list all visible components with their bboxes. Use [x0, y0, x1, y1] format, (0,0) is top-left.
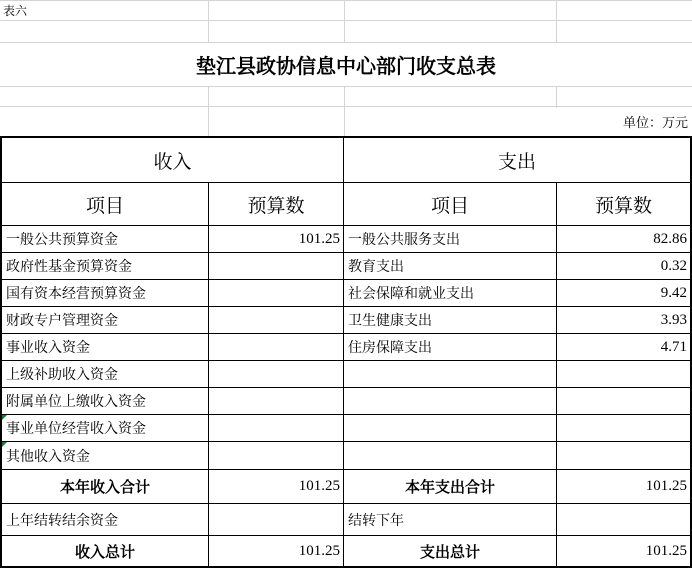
- page-title: 垫江县政协信息中心部门收支总表: [196, 54, 496, 78]
- expense-item-cell: 卫生健康支出: [348, 313, 432, 329]
- income-value-cell: [209, 442, 343, 469]
- expense-item-cell: [344, 415, 556, 441]
- gridline: [208, 0, 209, 43]
- income-item-cell: 附属单位上缴收入资金: [6, 394, 146, 410]
- gridline: [0, 86, 692, 87]
- expense-item-column-header: 项目: [430, 194, 469, 217]
- income-carryover-label: 上年结转结余资金: [6, 512, 118, 529]
- income-item-cell: 其他收入资金: [6, 448, 90, 465]
- gridline: [344, 0, 345, 43]
- income-value-cell: [209, 388, 343, 414]
- income-value-cell: [209, 307, 343, 333]
- expense-value-cell: [557, 442, 690, 469]
- expense-item-cell: [344, 442, 556, 469]
- expense-section-header: 支出: [497, 150, 536, 173]
- income-carryover-value: [209, 504, 343, 535]
- cell-marker-icon: [2, 415, 7, 420]
- gridline: [556, 86, 557, 108]
- income-budget-column-header: 预算数: [247, 194, 305, 217]
- income-value-cell: 101.25: [298, 230, 340, 247]
- expense-budget-column-header: 预算数: [594, 194, 652, 217]
- gridline: [0, 20, 692, 21]
- income-item-cell: 事业收入资金: [6, 340, 90, 356]
- expense-value-cell: [557, 361, 690, 387]
- income-item-column-header: 项目: [85, 194, 124, 217]
- income-item-cell: 事业单位经营收入资金: [6, 421, 146, 437]
- expense-carryover-value: [557, 504, 690, 535]
- income-value-cell: [209, 280, 343, 306]
- expense-total-value: 101.25: [645, 542, 687, 559]
- expense-item-cell: 住房保障支出: [348, 340, 432, 356]
- income-subtotal-label: 本年收入合计: [59, 478, 150, 496]
- income-total-label: 收入总计: [74, 542, 135, 561]
- income-subtotal-value: 101.25: [298, 478, 340, 494]
- expense-carryover-label: 结转下年: [348, 512, 404, 529]
- unit-label: 单位：万元: [622, 116, 688, 131]
- table-tag: 表六: [3, 4, 28, 18]
- expense-item-cell: 社会保障和就业支出: [348, 286, 474, 302]
- expense-value-cell: 9.42: [660, 284, 687, 301]
- expense-value-cell: 82.86: [653, 230, 687, 247]
- income-section-header: 收入: [153, 150, 192, 173]
- expense-value-cell: 4.71: [660, 338, 687, 355]
- cell-marker-icon: [2, 442, 7, 447]
- expense-total-label: 支出总计: [419, 542, 480, 561]
- income-total-value: 101.25: [298, 542, 340, 559]
- income-value-cell: [209, 361, 343, 387]
- gridline: [556, 0, 557, 43]
- income-item-cell: 财政专户管理资金: [6, 313, 118, 329]
- expense-value-cell: [557, 388, 690, 414]
- expense-value-cell: 0.32: [660, 257, 687, 274]
- expense-item-cell: 一般公共服务支出: [348, 232, 460, 248]
- income-item-cell: 上级补助收入资金: [6, 367, 118, 383]
- expense-item-cell: 教育支出: [348, 259, 404, 275]
- income-item-cell: 政府性基金预算资金: [6, 259, 132, 275]
- expense-subtotal-value: 101.25: [645, 478, 687, 494]
- expense-item-cell: [344, 388, 556, 414]
- expense-value-cell: 3.93: [660, 311, 687, 328]
- gridline: [344, 86, 345, 136]
- expense-item-cell: [344, 361, 556, 387]
- income-value-cell: [209, 334, 343, 360]
- gridline: [208, 86, 209, 136]
- income-value-cell: [209, 415, 343, 441]
- expense-value-cell: [557, 415, 690, 441]
- income-value-cell: [209, 253, 343, 279]
- income-item-cell: 一般公共预算资金: [6, 232, 118, 248]
- expense-subtotal-label: 本年支出合计: [404, 478, 495, 496]
- income-item-cell: 国有资本经营预算资金: [6, 286, 146, 302]
